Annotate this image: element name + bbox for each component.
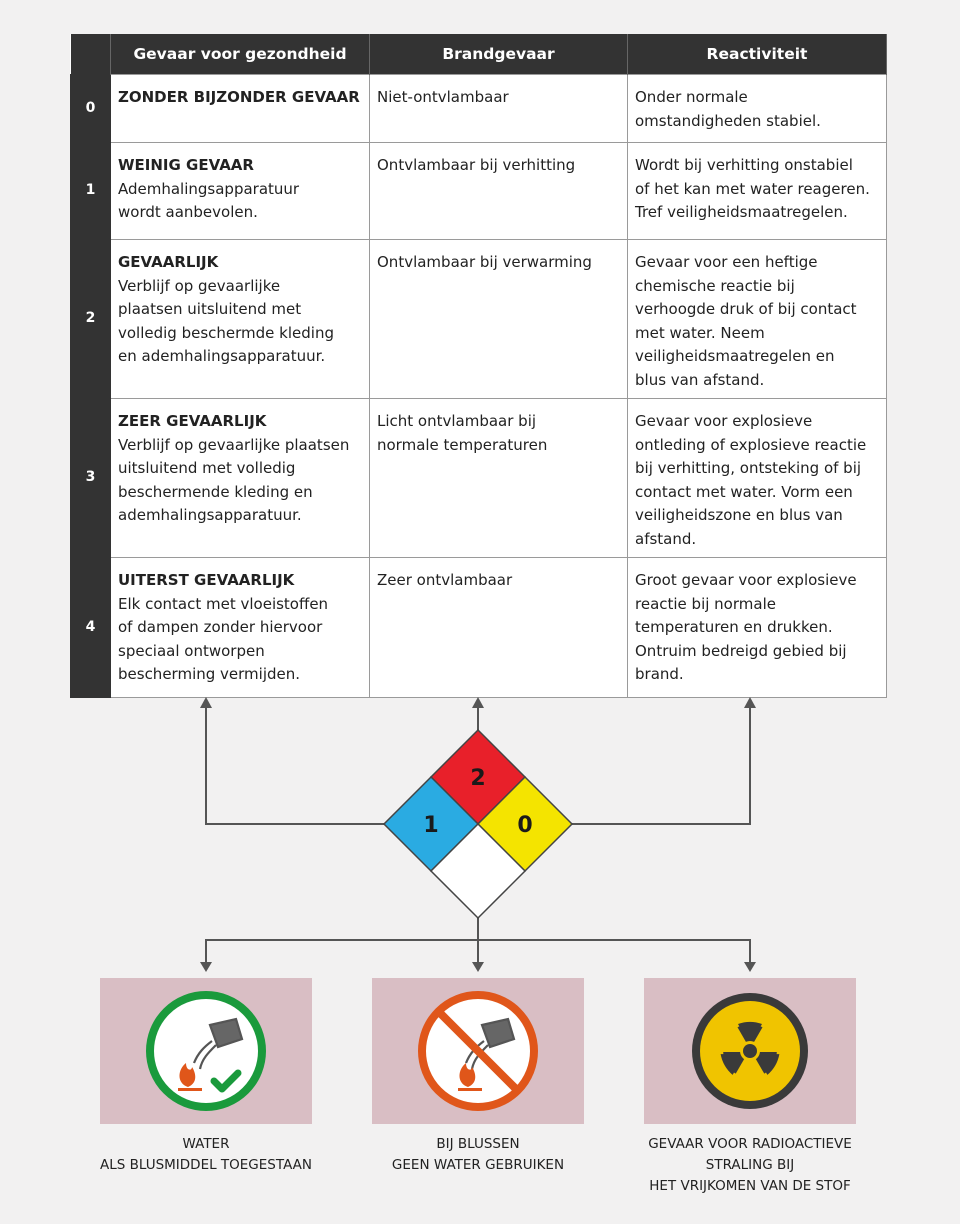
health-title: UITERST GEVAARLIJK (118, 571, 295, 589)
water-allowed-caption: WATER ALS BLUSMIDDEL TOEGESTAAN (99, 1136, 313, 1173)
no-water-extinguish-icon (416, 989, 540, 1113)
health-desc: Verblijf op gevaarlijke plaatsen uitsluitend met volledig beschermde kleding en ademhalingsapparatuur. (118, 276, 334, 365)
nfpa-diamond (384, 730, 572, 918)
arrow-up-icon (744, 697, 756, 708)
fire-cell: Ontvlambaar bij verhitting (370, 143, 628, 240)
fire-cell: Zeer ontvlambaar (370, 558, 628, 698)
arrow-down-icon (200, 962, 212, 972)
fire-cell: Ontvlambaar bij verwarming (370, 240, 628, 399)
reactivity-connector (572, 706, 750, 824)
arrow-down-icon (744, 962, 756, 972)
header-health: Gevaar voor gezondheid (111, 34, 370, 75)
health-title: WEINIG GEVAAR (118, 156, 254, 174)
level-cell: 2 (71, 240, 111, 399)
no-water-panel (372, 978, 584, 1124)
health-desc: Verblijf op gevaarlijke plaatsen uitsluitend met volledig beschermende kleding en ademhalingsapparatuur. (118, 435, 350, 524)
water-extinguish-allowed-icon (144, 989, 268, 1113)
reactivity-cell: Groot gevaar voor explosieve reactie bij normale temperaturen en drukken. Ontruim bedreigd gebied bij brand. (628, 558, 887, 698)
diamond-top-value: 2 (470, 766, 486, 791)
radiation-icon (688, 989, 812, 1113)
header-fire: Brandgevaar (370, 34, 628, 75)
health-desc: Ademhalingsapparatuur wordt aanbevolen. (118, 179, 300, 221)
reactivity-cell: Gevaar voor een heftige chemische reactie bij verhoogde druk of bij contact met water. Neem veiligheidsmaatregelen en blus van afstand. (628, 240, 887, 399)
level-cell: 0 (71, 75, 111, 143)
water-allowed-panel (100, 978, 312, 1124)
radiation-caption: GEVAAR VOOR RADIOACTIEVE STRALING BIJ HET VRIJKOMEN VAN DE STOF (648, 1136, 852, 1194)
arrow-up-icon (472, 697, 484, 708)
health-title: ZONDER BIJZONDER GEVAAR (118, 88, 360, 106)
radiation-panel (644, 978, 856, 1124)
health-title: ZEER GEVAARLIJK (118, 412, 267, 430)
diamond-right-value: 0 (517, 813, 533, 838)
reactivity-cell: Gevaar voor explosieve ontleding of explosieve reactie bij verhitting, ontsteking of bij contact met water. Vorm een veiligheidszone en blus van afstand. (628, 399, 887, 558)
no-water-caption: BIJ BLUSSEN GEEN WATER GEBRUIKEN (391, 1136, 565, 1173)
fire-cell: Niet-ontvlambaar (370, 75, 628, 143)
header-reactivity: Reactiviteit (628, 34, 887, 75)
health-title: GEVAARLIJK (118, 253, 219, 271)
health-connector (206, 706, 384, 824)
reactivity-cell: Wordt bij verhitting onstabiel of het kan met water reageren. Tref veiligheidsmaatregelen. (628, 143, 887, 240)
arrow-up-icon (200, 697, 212, 708)
level-cell: 3 (71, 399, 111, 558)
arrow-down-icon (472, 962, 484, 972)
reactivity-cell: Onder normale omstandigheden stabiel. (628, 75, 887, 143)
level-cell: 1 (71, 143, 111, 240)
level-cell: 4 (71, 558, 111, 698)
diamond-left-value: 1 (423, 813, 439, 838)
health-desc: Elk contact met vloeistoffen of dampen zonder hiervoor speciaal ontworpen bescherming vermijden. (118, 594, 329, 683)
fire-cell: Licht ontvlambaar bij normale temperaturen (370, 399, 628, 558)
